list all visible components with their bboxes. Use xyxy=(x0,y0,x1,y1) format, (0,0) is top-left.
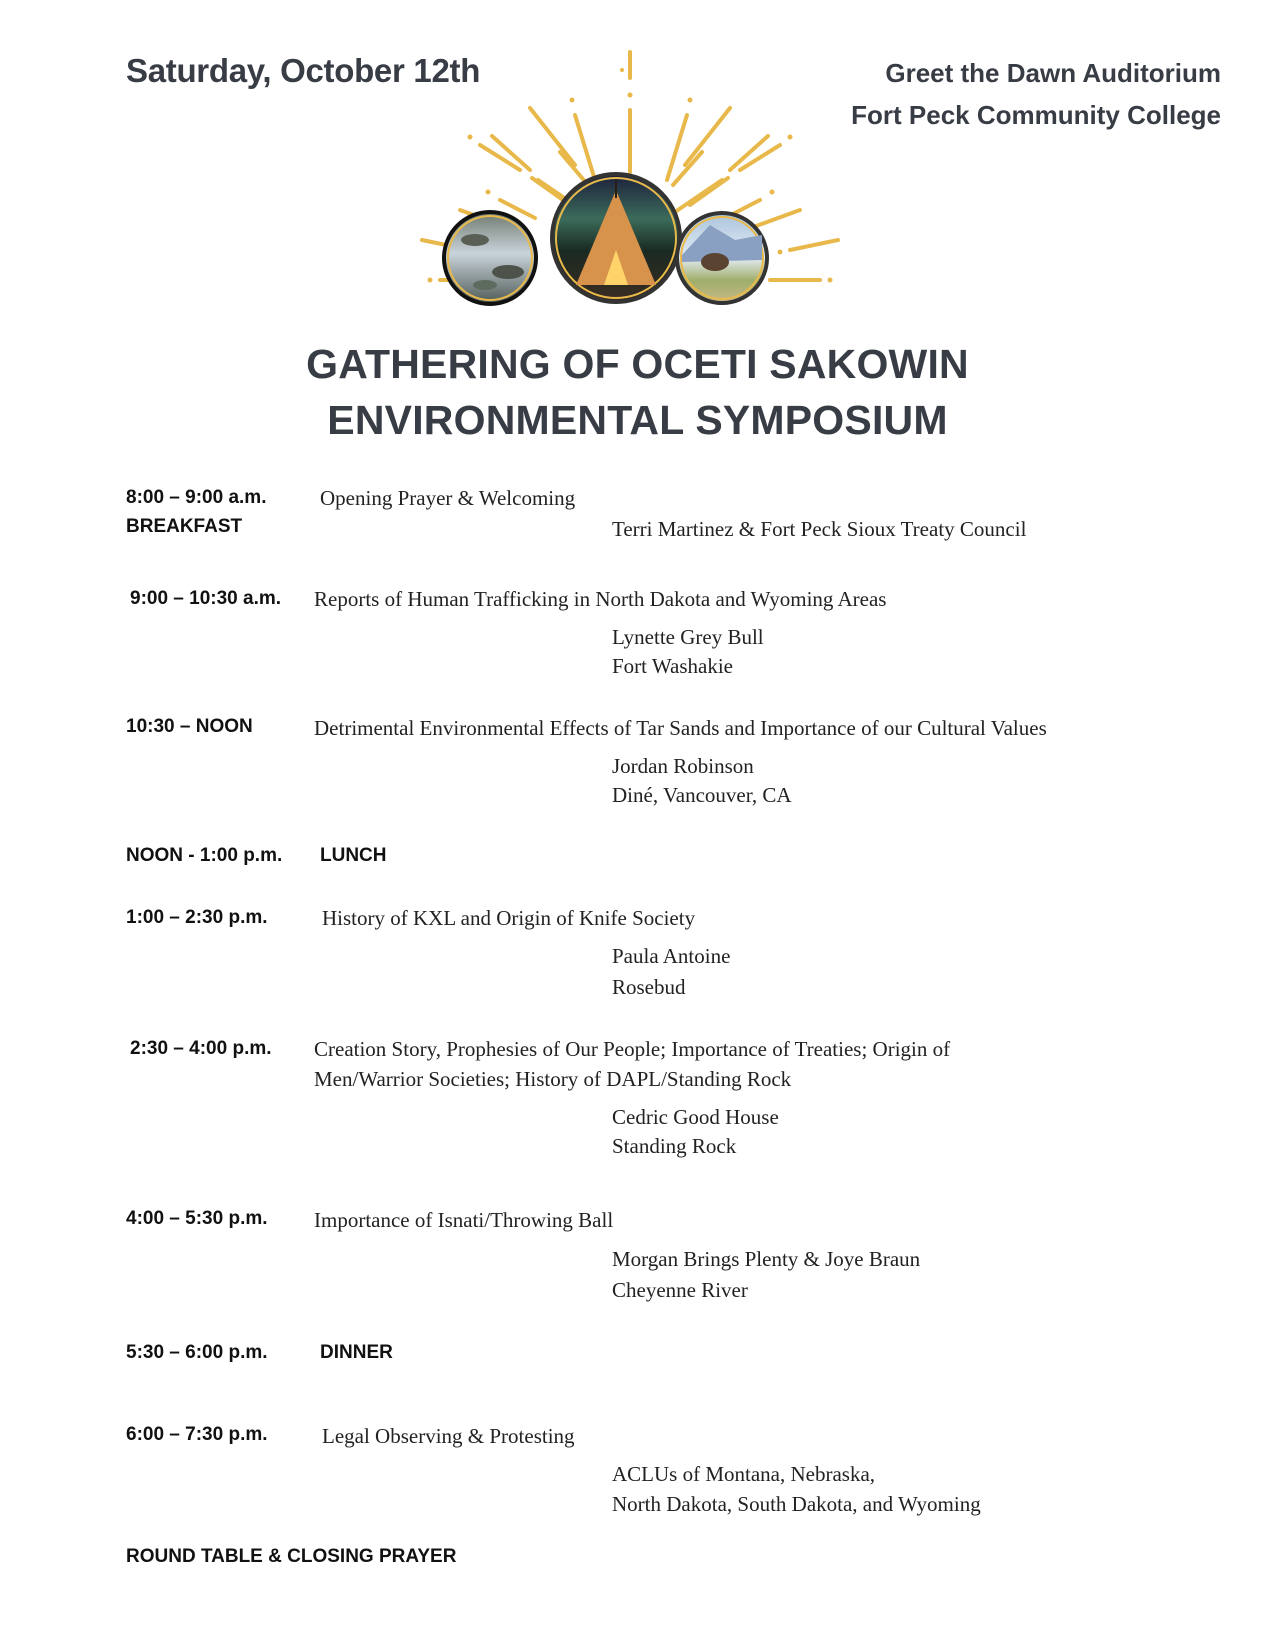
session-speaker: Paula Antoine xyxy=(612,944,731,968)
venue-institution: Fort Peck Community College xyxy=(851,100,1221,130)
time-slot: 9:00 – 10:30 a.m. xyxy=(130,588,282,609)
session-topic: History of KXL and Origin of Knife Society xyxy=(322,906,696,930)
time-slot: 1:00 – 2:30 p.m. xyxy=(126,907,268,928)
time-slot: 6:00 – 7:30 p.m. xyxy=(126,1424,268,1445)
event-title xyxy=(0,336,1275,448)
tipi-photo xyxy=(552,174,680,302)
time-slot: 2:30 – 4:00 p.m. xyxy=(130,1038,272,1059)
session-topic-line-2: Men/Warrior Societies; History of DAPL/Standing Rock xyxy=(314,1067,792,1091)
title-line-1: GATHERING OF OCETI SAKOWIN xyxy=(306,341,969,387)
session-speaker: Terri Martinez & Fort Peck Sioux Treaty Council xyxy=(612,517,1027,541)
session-topic: Opening Prayer & Welcoming xyxy=(320,486,576,510)
session-speaker: Lynette Grey Bull xyxy=(612,625,764,649)
session-topic-line-1: Creation Story, Prophesies of Our People; Importance of Treaties; Origin of xyxy=(314,1037,951,1061)
session-speaker: Cedric Good House xyxy=(612,1105,779,1129)
event-date: Saturday, October 12th xyxy=(126,52,481,89)
bison-photo xyxy=(677,213,767,303)
session-speaker-location: Diné, Vancouver, CA xyxy=(612,783,792,807)
session-speaker-location: Standing Rock xyxy=(612,1134,737,1158)
session-speaker-location: North Dakota, South Dakota, and Wyoming xyxy=(612,1492,981,1516)
session-speaker-location: Fort Washakie xyxy=(612,654,733,678)
time-slot: 10:30 – NOON xyxy=(126,716,253,737)
meal-label: LUNCH xyxy=(320,845,387,866)
sunburst-emblem xyxy=(390,40,870,330)
meal-label: DINNER xyxy=(320,1342,393,1363)
session-speaker: Jordan Robinson xyxy=(612,754,754,778)
meal-label: BREAKFAST xyxy=(126,516,243,537)
closing-session: ROUND TABLE & CLOSING PRAYER xyxy=(126,1546,457,1567)
session-speaker: ACLUs of Montana, Nebraska, xyxy=(612,1462,876,1486)
session-topic: Importance of Isnati/Throwing Ball xyxy=(314,1208,614,1232)
session-speaker: Morgan Brings Plenty & Joye Braun xyxy=(612,1247,921,1271)
river-photo xyxy=(444,212,536,304)
time-slot: 4:00 – 5:30 p.m. xyxy=(126,1208,268,1229)
title-line-2: ENVIRONMENTAL SYMPOSIUM xyxy=(327,397,948,443)
session-topic: Reports of Human Trafficking in North Dakota and Wyoming Areas xyxy=(314,587,887,611)
venue-name: Greet the Dawn Auditorium xyxy=(885,58,1221,88)
session-topic: Detrimental Environmental Effects of Tar Sands and Importance of our Cultural Values xyxy=(314,716,1047,740)
session-speaker-location: Cheyenne River xyxy=(612,1278,748,1302)
time-slot: 5:30 – 6:00 p.m. xyxy=(126,1342,268,1363)
session-topic: Legal Observing & Protesting xyxy=(322,1424,575,1448)
time-slot: 8:00 – 9:00 a.m. xyxy=(126,487,267,508)
time-slot: NOON - 1:00 p.m. xyxy=(126,845,283,866)
session-speaker-location: Rosebud xyxy=(612,975,686,999)
